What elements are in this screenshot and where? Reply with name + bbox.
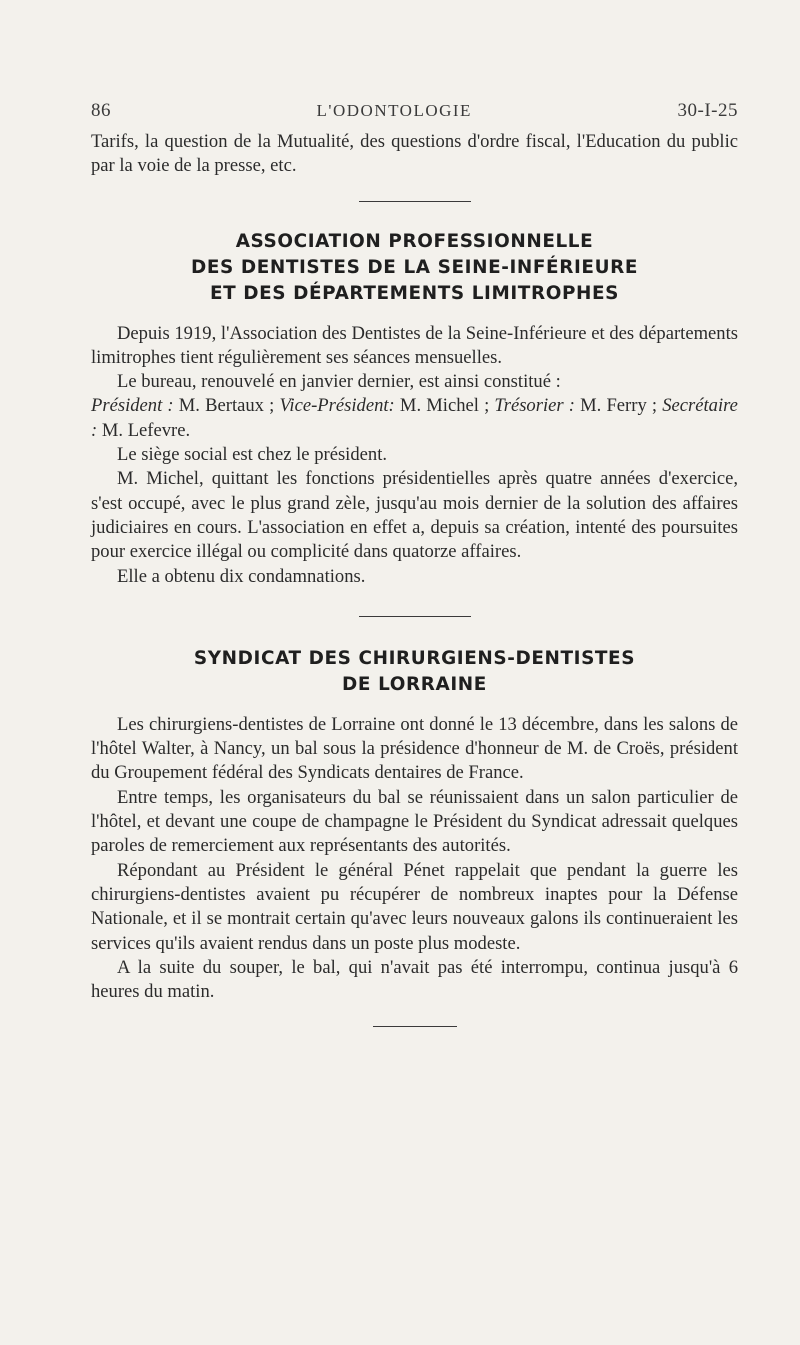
secretary-label: Secrétaire : — [91, 395, 738, 441]
section-divider — [359, 616, 471, 617]
secretary-name: M. Lefevre. — [101, 419, 191, 441]
section-association-body — [91, 322, 738, 589]
paragraph: Entre temps, les organisateurs du bal se réunissaient dans un salon particulier de l'hôtel, et devant une coupe de champagne le Président du Syndicat adressait quelques paroles de remerciement aux représentants des autorités. — [91, 786, 738, 857]
treasurer-label: Trésorier : — [494, 395, 575, 417]
running-head — [91, 100, 738, 130]
president-label: Président : — [91, 395, 174, 417]
journal-title: L'ODONTOLOGIE — [316, 101, 472, 120]
paragraph-board — [91, 370, 738, 443]
president-name: M. Bertaux ; — [178, 395, 275, 417]
paragraph: M. Michel, quittant les fonctions présidentielles après quatre années d'exercice, s'est occupé, avec le plus grand zèle, jusqu'au mois dernier de la solution des affaires judiciaires en cours. L'association en effet a, depuis sa création, intenté des poursuites pour exercice illégal ou complicité dans quatorze affaires. — [91, 468, 738, 563]
section-heading-association — [91, 229, 738, 307]
paragraph: A la suite du souper, le bal, qui n'avait pas été interrompu, continua jusqu'à 6 heures du matin. — [91, 956, 738, 1003]
heading-line: SYNDICAT DES CHIRURGIENS-DENTISTES — [193, 647, 636, 669]
paragraph: Le siège social est chez le président. — [117, 444, 388, 466]
heading-line: ET DES DÉPARTEMENTS LIMITROPHES — [209, 282, 620, 304]
section-syndicat-body — [91, 713, 738, 1005]
board-intro: Le bureau, renouvelé en janvier dernier, est ainsi constitué : — [117, 371, 561, 393]
treasurer-name: M. Ferry ; — [580, 395, 658, 417]
paragraph: Elle a obtenu dix condamnations. — [117, 565, 366, 587]
section-heading-syndicat — [91, 646, 738, 698]
vice-president-name: M. Michel ; — [399, 395, 490, 417]
intro-paragraph: Tarifs, la question de la Mutualité, des questions d'ordre fiscal, l'Education du public par la voie de la presse, etc. — [91, 131, 738, 177]
page-number: 86 — [91, 100, 111, 121]
heading-line: ASSOCIATION PROFESSIONNELLE — [235, 230, 594, 252]
issue-date: 30-I-25 — [677, 100, 738, 121]
heading-line: DE LORRAINE — [342, 673, 487, 695]
vice-president-label: Vice-Président: — [279, 395, 395, 417]
section-divider — [359, 201, 471, 202]
heading-line: DES DENTISTES DE LA SEINE-INFÉRIEURE — [190, 256, 639, 278]
paragraph: Depuis 1919, l'Association des Dentistes de la Seine-Inférieure et des départements limitrophes tient régulièrement ses séances mensuelles. — [91, 322, 738, 368]
paragraph: Répondant au Président le général Pénet rappelait que pendant la guerre les chirurgiens-dentistes avaient pu récupérer de nombreux inaptes pour la Défense Nationale, et il se montrait certain qu'avec leurs nouveaux galons ils continueraient les services qu'ils avaient rendus dans un poste plus modeste. — [91, 859, 738, 954]
page-body — [91, 100, 738, 1027]
paragraph: Les chirurgiens-dentistes de Lorraine ont donné le 13 décembre, dans les salons de l'hôtel Walter, à Nancy, un bal sous la présidence d'honneur de M. de Croës, président du Groupement fédéral des Syndicats dentaires de France. — [91, 713, 738, 784]
end-divider — [373, 1026, 457, 1027]
